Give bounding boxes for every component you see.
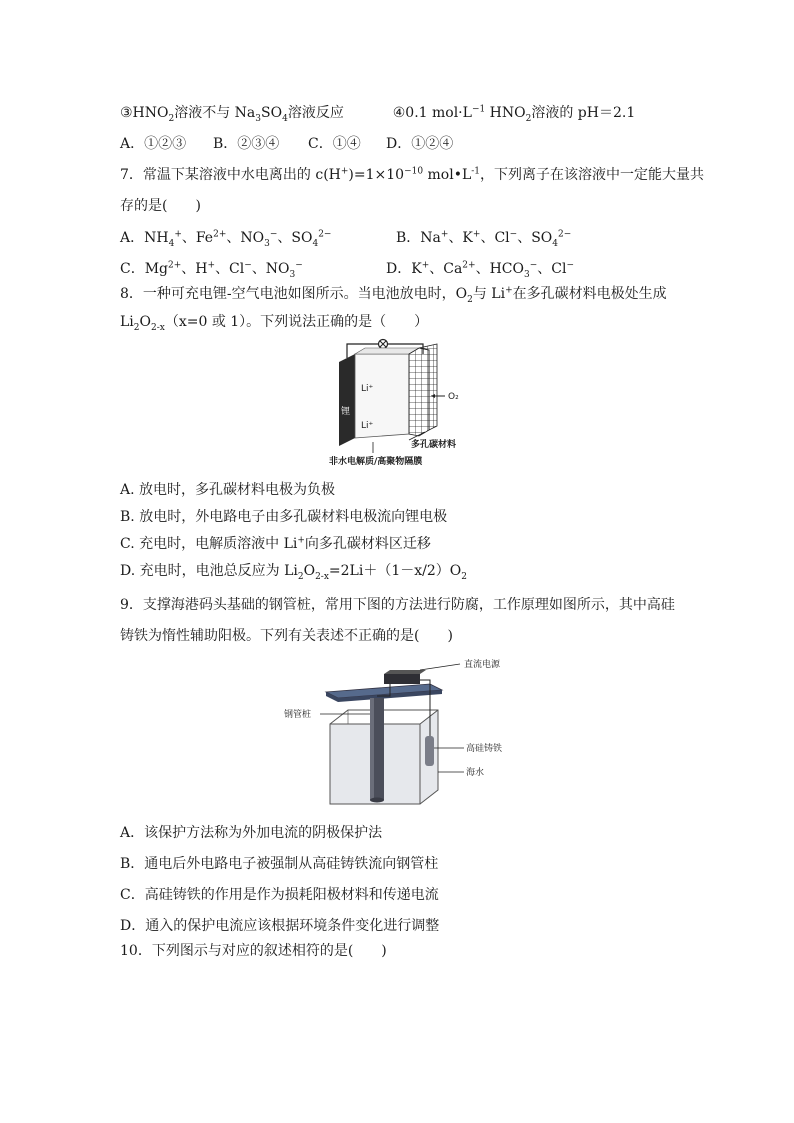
dc-power-box: [384, 674, 420, 684]
q10-stem: 10．下列图示与对应的叙述相符的是( ): [120, 943, 387, 959]
label-dc-power: 直流电源: [464, 660, 501, 670]
q8-option-d[interactable]: D. 充电时，电池总反应为 $Li_2O_{2-x}=2Li+(1-x/2)O_2$: [120, 563, 467, 582]
q9-stem-line2: 铸铁为惰性辅助阳极。下列有关表述不正确的是( ): [120, 628, 453, 644]
q8-option-c[interactable]: C. 充电时，电解质溶液中 Li+向多孔碳材料区迁移: [120, 535, 431, 552]
battery-diagram: [325, 336, 475, 470]
q7-option-b[interactable]: B．Na+、K+、Cl−、$SO_4^{2-}$: [396, 229, 572, 249]
label-o2: O₂: [448, 392, 459, 402]
label-steel-pile: 钢管桩: [284, 710, 312, 720]
q6-stmt4: ④0.1 mol·L: [392, 105, 472, 121]
label-silicon-iron: 高硅铸铁: [466, 744, 503, 754]
q8-option-a[interactable]: A. 放电时，多孔碳材料电极为负极: [120, 482, 336, 498]
label-li-ion-1: Li⁺: [361, 384, 374, 394]
lithium-electrode: [339, 354, 355, 446]
q8-stem-line1: 8．一种可充电锂-空气电池如图所示。当电池放电时，$O_2$与 Li+在多孔碳材料电极处生成: [120, 285, 667, 305]
q8-stem-line2: $Li_2O_{2-x}(x=0$ 或 1）。下列说法正确的是（ ）: [120, 314, 429, 333]
q9-option-c[interactable]: C．高硅铸铁的作用是作为损耗阳极材料和传递电流: [120, 887, 439, 903]
label-membrane: 非水电解质/高聚物隔膜: [329, 457, 423, 467]
q7-option-a[interactable]: A．$NH_4^+$、$Fe^{2+}$、$NO_3^-$、$SO_4^{2-}$: [120, 229, 332, 249]
q7-stem-line2: 存的是( ): [120, 198, 201, 214]
q7-option-c[interactable]: C．$Mg^{2+}$、H+、Cl−、$NO_3^-$: [120, 260, 303, 280]
label-li-ion-2: Li⁺: [361, 421, 374, 431]
silicon-iron-anode: [425, 736, 434, 766]
q7-option-d[interactable]: D．K+、$Ca^{2+}$、$HCO_3^-$、Cl−: [386, 260, 575, 280]
q9-stem-line1: 9．支撑海港码头基础的钢管桩，常用下图的方法进行防腐，工作原理如图所示，其中高硅: [120, 597, 675, 613]
q6-option-b[interactable]: B．②③④: [213, 136, 280, 152]
label-porous-carbon: 多孔碳材料: [411, 440, 457, 450]
q6-option-d[interactable]: D．①②④: [386, 136, 454, 152]
porous-carbon-front: [409, 348, 429, 436]
q6-option-a[interactable]: A．①②③: [120, 136, 187, 152]
label-seawater: 海水: [466, 768, 485, 778]
q7-stem-line1: 7．常温下某溶液中水电离出的 $c(H^+)=1\times 10^{-10}$ $mol•L^{-1}$，下列离子在该溶液中一定能大量共: [120, 166, 705, 183]
q8-option-b[interactable]: B. 放电时，外电路电子由多孔碳材料电极流向锂电极: [120, 509, 448, 525]
protection-diagram: [280, 652, 520, 808]
q6-statements: $③HNO_2$溶液不与 $Na_3SO_4$溶液反应 ④0.1 $mol\cdot L^{-1}$ $HNO_2$溶液的 pH＝2.1: [120, 104, 636, 124]
q6-option-c[interactable]: C．①④: [308, 136, 361, 152]
q9-option-d[interactable]: D．通入的保护电流应该根据环境条件变化进行调整: [120, 918, 440, 934]
q9-option-b[interactable]: B．通电后外电路电子被强制从高硅铸铁流向钢管柱: [120, 856, 439, 872]
q9-option-a[interactable]: A．该保护方法称为外加电流的阴极保护法: [120, 825, 383, 841]
label-lithium: 锂: [341, 407, 351, 417]
q6-stmt3: ③HNO: [120, 105, 169, 121]
